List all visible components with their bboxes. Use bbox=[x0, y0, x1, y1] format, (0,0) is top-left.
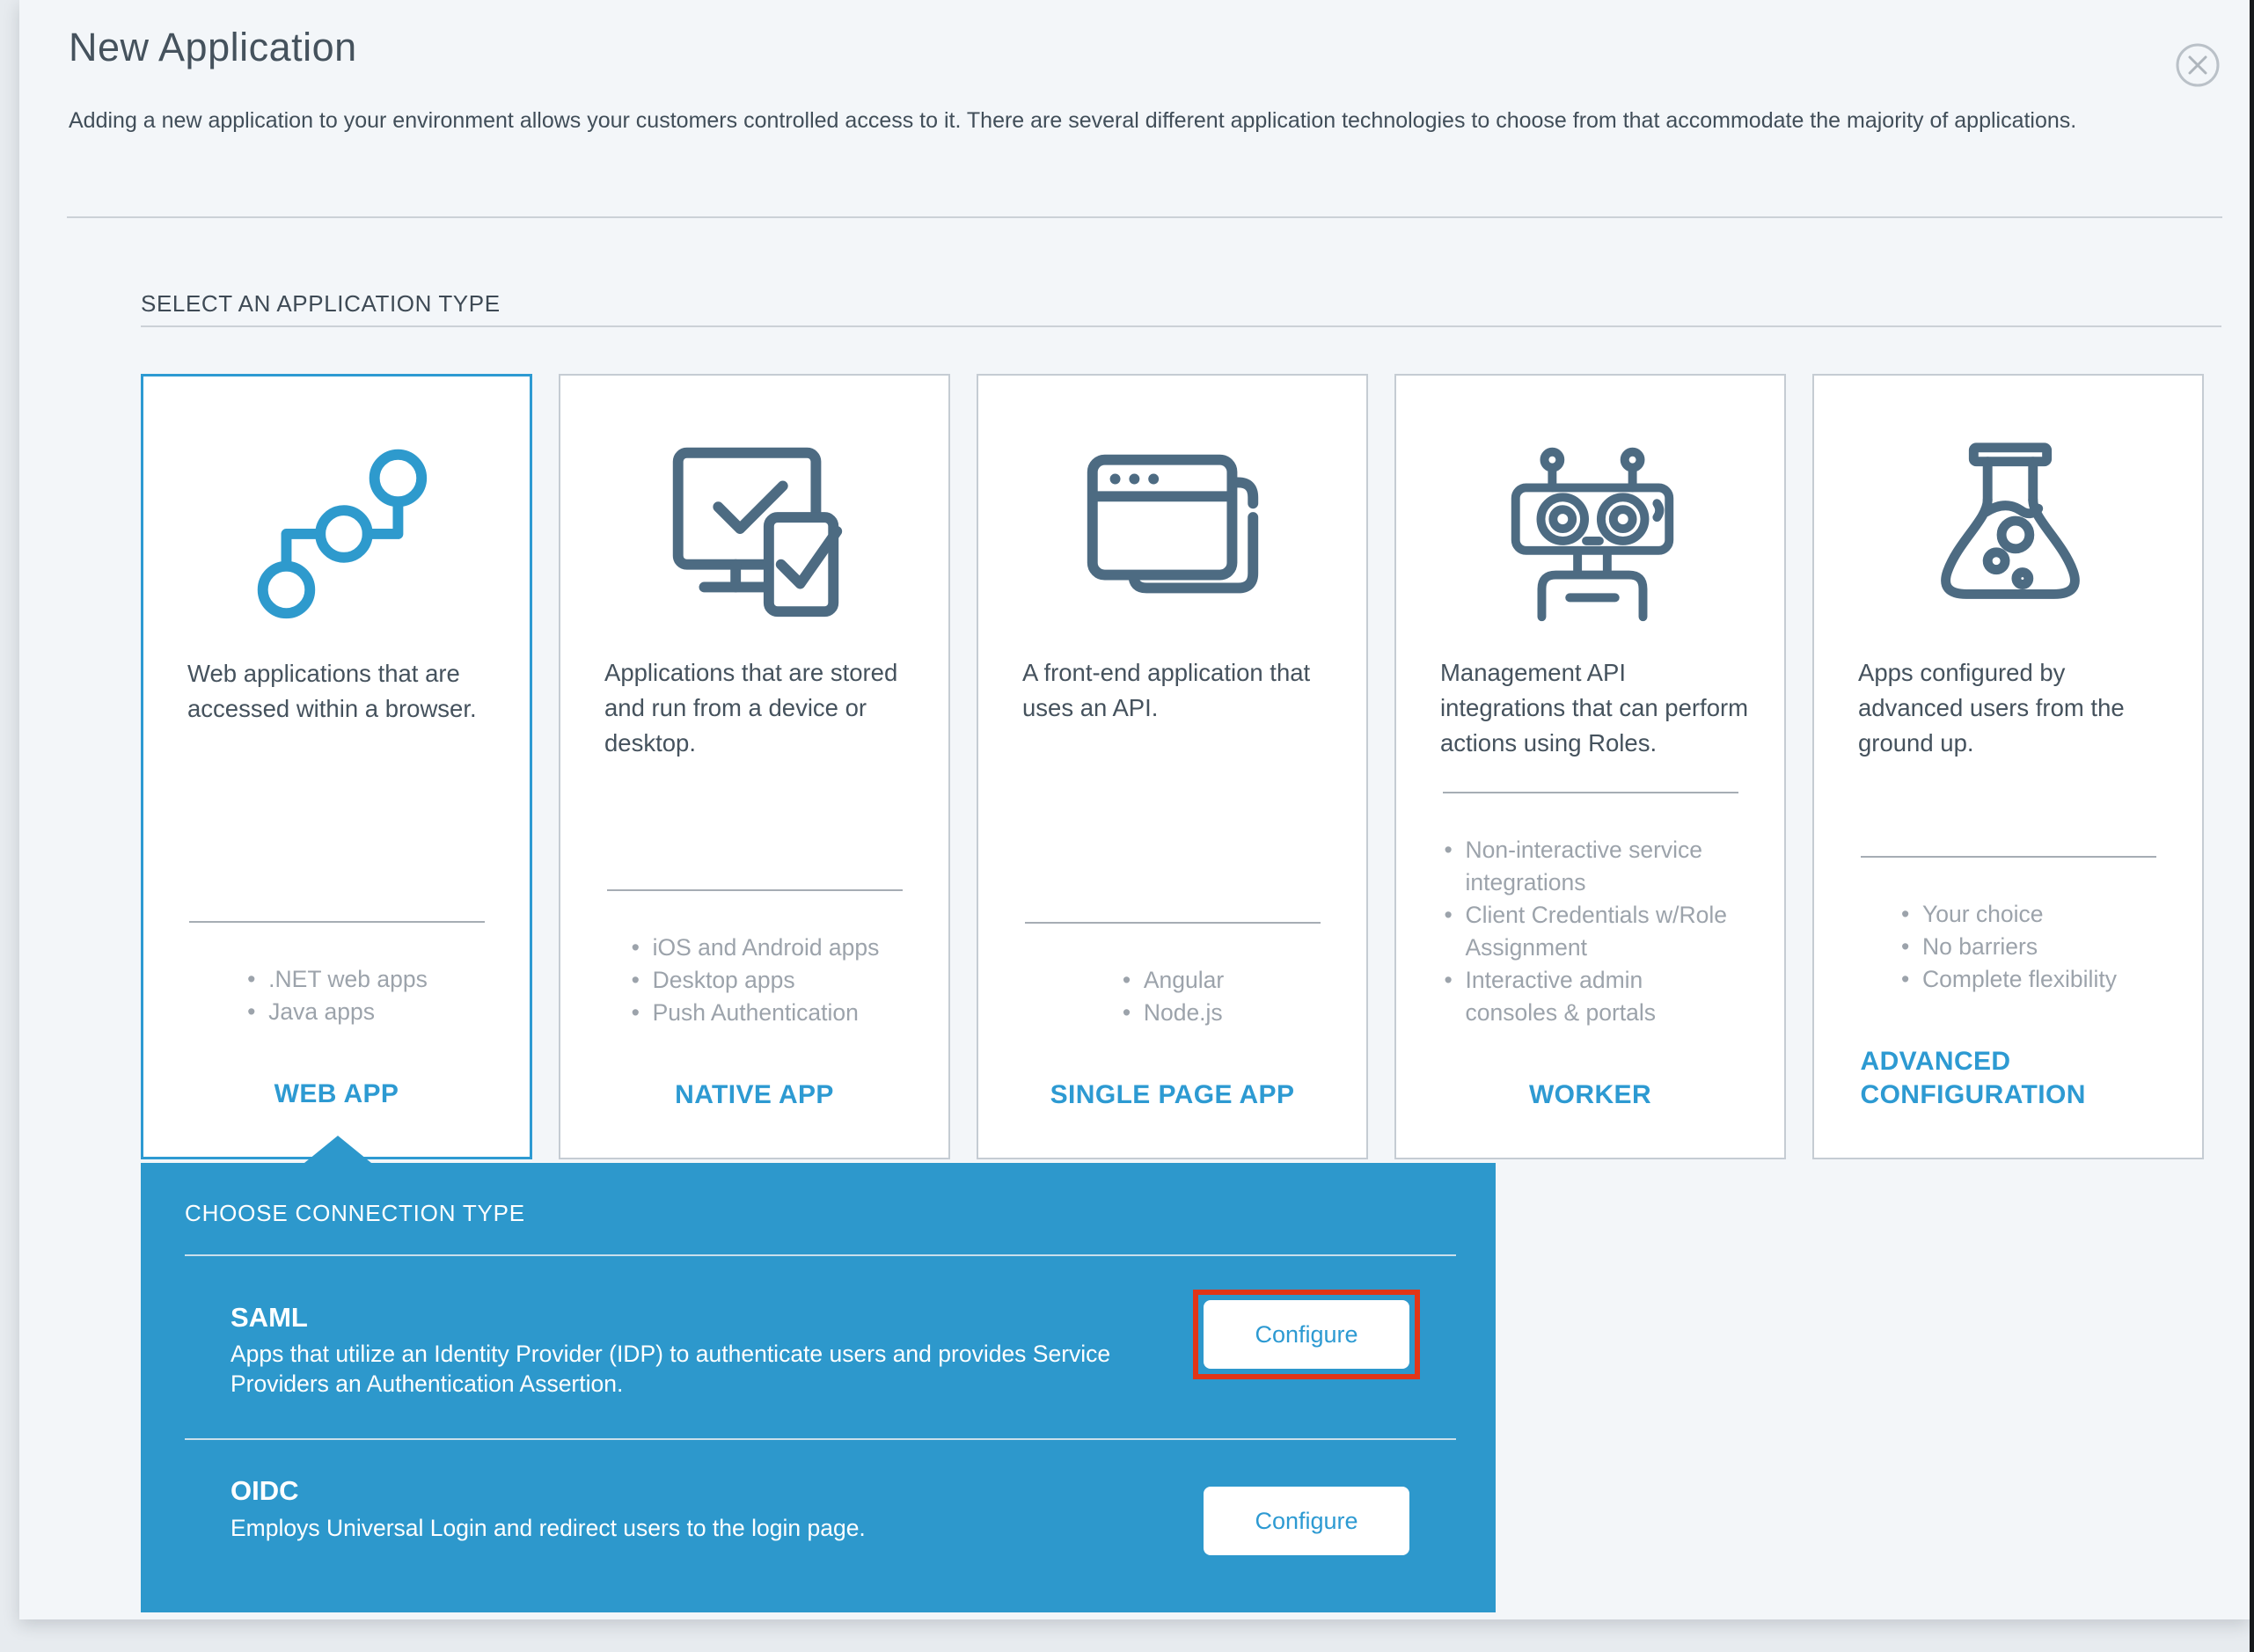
card-label: ADVANCED CONFIGURATION bbox=[1860, 1047, 2086, 1109]
dialog-description: Adding a new application to your environment allows your customers controlled access to it. There are several different application technologies to choose from that accommodate the majority of applications. bbox=[69, 108, 2077, 133]
bullet-item: • Interactive admin consoles & portals bbox=[1443, 964, 1738, 1029]
card-web-app[interactable] bbox=[141, 374, 532, 1159]
card-bullet-list bbox=[245, 963, 428, 1028]
card-footer bbox=[1861, 856, 2156, 1112]
bullet-item: • Angular bbox=[1121, 964, 1224, 997]
bullet-item: • .NET web apps bbox=[245, 963, 428, 996]
card-native-app[interactable] bbox=[559, 374, 950, 1159]
card-footer bbox=[189, 921, 485, 1111]
option-description-oidc: Employs Universal Login and redirect users to the login page. bbox=[231, 1515, 866, 1541]
header-divider bbox=[67, 216, 2222, 218]
panel-divider bbox=[185, 1438, 1456, 1440]
panel-heading: CHOOSE CONNECTION TYPE bbox=[185, 1200, 525, 1226]
close-button[interactable] bbox=[2175, 42, 2221, 88]
configure-oidc-button[interactable]: Configure bbox=[1204, 1487, 1409, 1555]
card-label: WEB APP bbox=[274, 1079, 399, 1108]
bullet-item: • Your choice bbox=[1899, 898, 2117, 931]
card-description: Applications that are stored and run from a device or desktop. bbox=[604, 659, 898, 757]
option-title-saml: SAML bbox=[231, 1302, 308, 1333]
card-footer bbox=[607, 889, 903, 1112]
option-title-oidc: OIDC bbox=[231, 1475, 299, 1506]
card-label: SINGLE PAGE APP bbox=[1050, 1080, 1295, 1109]
bullet-item: • No barriers bbox=[1899, 931, 2117, 963]
robot-icon bbox=[1396, 427, 1784, 636]
card-description: Management API integrations that can perform actions using Roles. bbox=[1440, 659, 1749, 757]
panel-divider bbox=[185, 1254, 1456, 1256]
card-footer bbox=[1443, 792, 1738, 1112]
workflow-nodes-icon bbox=[143, 428, 530, 637]
section-label: SELECT AN APPLICATION TYPE bbox=[141, 290, 501, 317]
bullet-item: • iOS and Android apps bbox=[630, 932, 880, 964]
screen-right-edge bbox=[2250, 0, 2254, 1652]
card-description: Web applications that are accessed within a browser. bbox=[187, 660, 477, 722]
configure-saml-button[interactable]: Configure bbox=[1204, 1300, 1409, 1369]
section-divider bbox=[141, 325, 2221, 327]
new-application-dialog bbox=[19, 0, 2250, 1619]
bullet-item: • Complete flexibility bbox=[1899, 963, 2117, 996]
close-icon bbox=[2175, 77, 2221, 91]
card-advanced-configuration[interactable] bbox=[1812, 374, 2204, 1159]
card-description: Apps configured by advanced users from the ground up. bbox=[1858, 659, 2125, 757]
page-title: New Application bbox=[69, 25, 357, 69]
card-label: NATIVE APP bbox=[675, 1080, 834, 1109]
option-description-saml: Apps that utilize an Identity Provider (IDP) to authenticate users and provides Service Providers an Authentication Assertion. bbox=[231, 1341, 1111, 1397]
card-single-page-app[interactable] bbox=[977, 374, 1368, 1159]
card-label: WORKER bbox=[1528, 1080, 1652, 1109]
card-bullet-list bbox=[1899, 898, 2117, 996]
card-bullet-list bbox=[1121, 964, 1224, 1029]
bullet-item: • Desktop apps bbox=[630, 964, 880, 997]
panel-pointer-notch bbox=[304, 1136, 371, 1163]
card-bullet-list bbox=[630, 932, 880, 1029]
card-footer bbox=[1025, 922, 1321, 1112]
choose-connection-type-panel bbox=[141, 1163, 1496, 1612]
bullet-item: • Node.js bbox=[1121, 997, 1224, 1029]
bullet-item: • Client Credentials w/Role Assignment bbox=[1443, 899, 1738, 964]
flask-icon bbox=[1814, 427, 2202, 636]
bullet-item: • Push Authentication bbox=[630, 997, 880, 1029]
bullet-item: • Java apps bbox=[245, 996, 428, 1028]
card-worker[interactable] bbox=[1394, 374, 1786, 1159]
card-description: A front-end application that uses an API. bbox=[1022, 659, 1311, 721]
card-bullet-list bbox=[1443, 834, 1738, 1029]
device-desktop-check-icon bbox=[560, 427, 948, 636]
bullet-item: • Non-interactive service integrations bbox=[1443, 834, 1738, 899]
application-type-cards bbox=[141, 374, 2204, 1159]
browser-windows-icon bbox=[978, 427, 1366, 636]
